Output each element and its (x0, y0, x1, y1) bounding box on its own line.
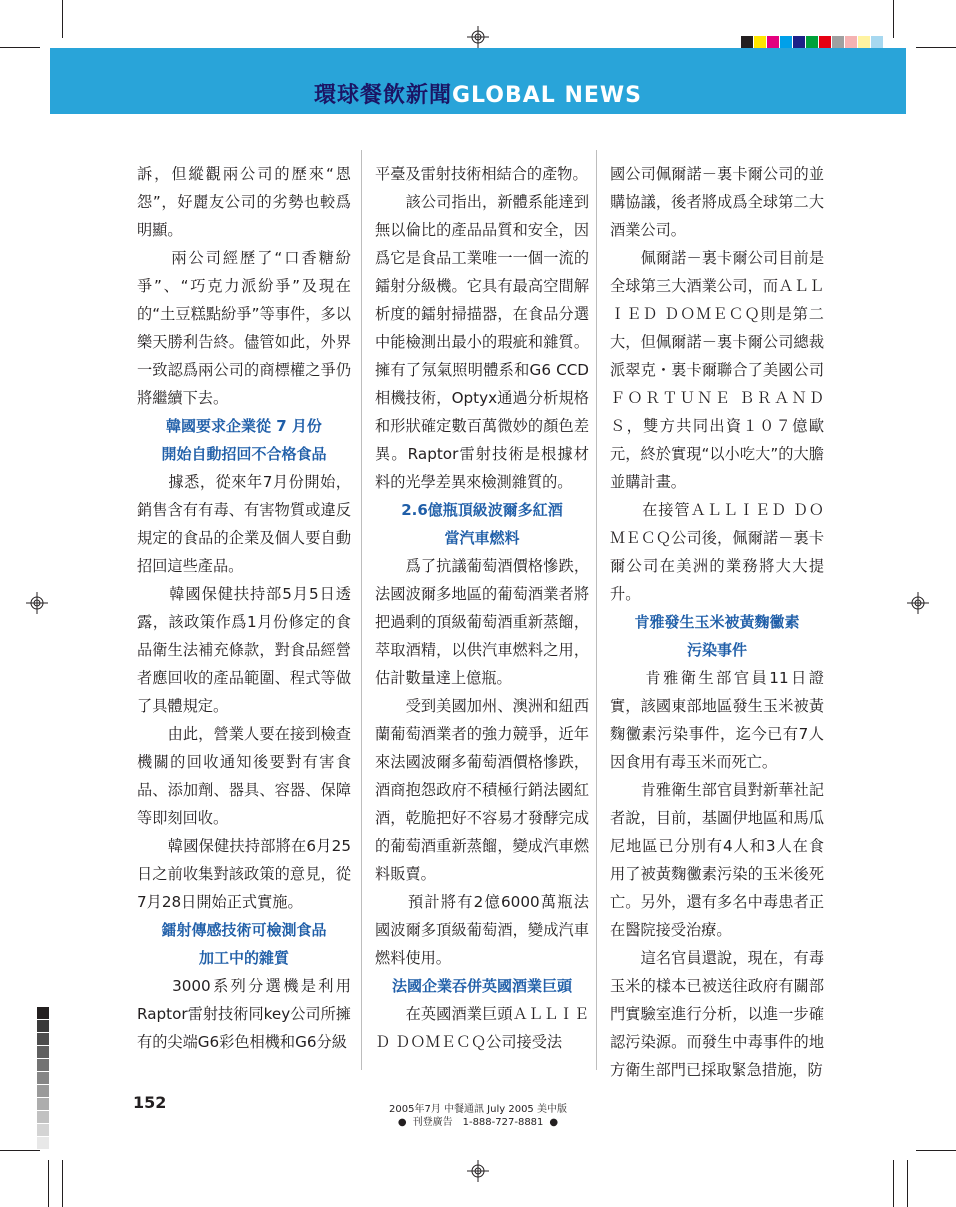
crop-mark (62, 0, 63, 38)
article-paragraph: 韓國保健扶持部將在6月25日之前收集對該政策的意見，從7月28日開始正式實施。 (137, 837, 351, 911)
article-paragraph: 受到美國加州、澳洲和紐西蘭葡萄酒業者的強力競爭，近年來法國波爾多葡萄酒價格慘跌，酒商抱怨政府不積極行銷法國紅酒，乾脆把好不容易才發酵完成的葡萄酒重新蒸餾，變成汽車燃料販賣。 (375, 697, 589, 883)
article-headline: 2.6億瓶頂級波爾多紅酒 (401, 501, 563, 519)
footer-ad-text: 刊登廣告 1-888-727-8881 (412, 1117, 544, 1128)
gray-swatch (37, 1007, 49, 1019)
page-title-chinese: 環球餐飲新聞 (313, 83, 452, 108)
color-swatch (754, 36, 766, 48)
crop-mark (0, 1150, 40, 1151)
article-paragraph: 平臺及雷射技術相結合的產物。 (375, 165, 588, 183)
color-swatch (871, 36, 883, 48)
footer (0, 1103, 956, 1129)
crop-mark (916, 47, 956, 48)
registration-mark-icon (467, 1160, 489, 1182)
page-title (0, 82, 956, 110)
article-headline: 開始自動招回不合格食品 (161, 445, 327, 463)
article-paragraph: 這名官員還說，現在，有毒玉米的樣本已被送往政府有關部門實驗室進行分析，以進一步確認污染源。而發生中毒事件的地方衛生部門已採取緊急措施，防 (610, 949, 824, 1079)
color-swatch (793, 36, 805, 48)
article-paragraph: 肯雅衛生部官員11日證實，該國東部地區發生玉米被黃麴黴素污染事件，迄今已有7人因食用有毒玉米而死亡。 (610, 669, 824, 771)
gray-swatch (37, 1085, 49, 1097)
gray-swatch (37, 1059, 49, 1071)
color-swatch (858, 36, 870, 48)
crop-mark (893, 0, 894, 38)
article-column (610, 160, 824, 1084)
article-paragraph: 韓國保健扶持部5月5日透露，該政策作爲1月份修定的食品衛生法補充條款，對食品經營者應回收的產品範圍、程式等做了具體規定。 (137, 585, 351, 715)
article-paragraph: 據悉，從來年7月份開始，銷售含有有毒、有害物質或違反規定的食品的企業及個人要自動招回這些產品。 (137, 473, 351, 575)
page-number: 152 (133, 1093, 167, 1112)
article-column (375, 160, 589, 1056)
column-divider (361, 150, 362, 1070)
article-paragraph: 國公司佩爾諾－裏卡爾公司的並購協議，後者將成爲全球第二大酒業公司。 (610, 165, 824, 239)
article-paragraph: 由此，營業人要在接到檢查機關的回收通知後要對有害食品、添加劑、器具、容器、保障等即刻回收。 (137, 725, 351, 827)
crop-mark (907, 1160, 908, 1207)
registration-mark-icon (467, 26, 489, 48)
color-swatch (832, 36, 844, 48)
crop-mark (0, 47, 40, 48)
gray-swatch (37, 1046, 49, 1058)
color-swatch (819, 36, 831, 48)
article-headline: 法國企業吞併英國酒業巨頭 (391, 977, 572, 995)
column-divider (596, 150, 597, 1070)
article-headline: 污染事件 (686, 641, 747, 659)
article-headline: 肯雅發生玉米被黃麴黴素 (634, 613, 800, 631)
article-headline: 韓國要求企業從 7 月份 (166, 417, 322, 435)
article-paragraph: 在接管ＡＬＬＩＥＤ ＤＯＭＥＣＱ公司後，佩爾諾－裏卡爾公司在美洲的業務將大大提升。 (610, 501, 824, 603)
article-paragraph: 爲了抗議葡萄酒價格慘跌，法國波爾多地區的葡萄酒業者將把過剩的頂級葡萄酒重新蒸餾，萃取酒精，以供汽車燃料之用，估計數量達上億瓶。 (375, 557, 589, 687)
article-paragraph: 兩公司經歷了“口香糖紛爭”、“巧克力派紛爭”及現在的“土豆糕點紛爭”等事件，多以樂天勝利告終。儘管如此，外界一致認爲兩公司的商標權之爭仍將繼續下去。 (137, 249, 351, 407)
color-swatch (845, 36, 857, 48)
article-paragraph: 訴，但縱觀兩公司的歷來“恩怨”，好麗友公司的劣勢也較爲明顯。 (137, 165, 351, 239)
bullet-icon: ● (549, 1117, 559, 1128)
color-bar (741, 36, 884, 48)
color-swatch (806, 36, 818, 48)
crop-mark (48, 1160, 49, 1207)
gray-swatch (37, 1033, 49, 1045)
bullet-icon: ● (397, 1117, 407, 1128)
color-swatch (767, 36, 779, 48)
article-headline: 當汽車燃料 (444, 529, 520, 547)
article-paragraph: 肯雅衛生部官員對新華社記者說，目前，基圖伊地區和馬瓜尼地區已分別有4人和3人在食用了被黃麴黴素污染的玉米後死亡。另外，還有多名中毒患者正在醫院接受治療。 (610, 781, 824, 939)
crop-mark (62, 1160, 63, 1207)
page-title-english: GLOBAL NEWS (451, 83, 643, 108)
crop-mark (916, 1150, 956, 1151)
gray-swatch (37, 1072, 49, 1084)
article-paragraph: 預計將有2億6000萬瓶法國波爾多頂級葡萄酒，變成汽車燃料使用。 (375, 893, 589, 967)
color-swatch (741, 36, 753, 48)
article-paragraph: 該公司指出，新體系能達到無以倫比的產品品質和安全，因爲它是食品工業唯一一個一流的鐳射分級機。它具有最高空間解析度的鐳射掃描器，在食品分選中能檢測出最小的瑕疵和雜質。擁有了氖氣照明體系和G6 CCD相機技術，Optyx通過分析規格和形狀確定數百萬微妙的顏色差異。Raptor雷射技術是根據材料的光學差異來檢測雜質的。 (375, 193, 589, 491)
article-headline: 加工中的雜質 (198, 949, 289, 967)
color-swatch (780, 36, 792, 48)
gray-swatch (37, 1137, 49, 1149)
registration-mark-icon (907, 592, 929, 614)
article-paragraph: 在英國酒業巨頭ＡＬＬＩＥＤ ＤＯＭＥＣＱ公司接受法 (375, 1005, 589, 1051)
article-paragraph: 佩爾諾－裏卡爾公司目前是全球第三大酒業公司，而ＡＬＬＩＥＤ ＤＯＭＥＣＱ則是第二大，但佩爾諾－裏卡爾公司總裁派翠克・裏卡爾聯合了美國公司ＦＯＲＴＵＮＥ ＢＲＡＮＤＳ，雙方共同出資１０７億歐元，終於實現“以小吃大”的大膽並購計畫。 (610, 249, 824, 491)
article-headline: 鐳射傳感技術可檢測食品 (161, 921, 327, 939)
article-paragraph: 3000系列分選機是利用Raptor雷射技術同key公司所擁有的尖端G6彩色相機和G6分級 (137, 977, 351, 1051)
registration-mark-icon (26, 592, 48, 614)
crop-mark (893, 1160, 894, 1207)
article-column (137, 160, 351, 1056)
footer-publication-line: 2005年7月 中餐通訊 July 2005 美中版 (389, 1104, 567, 1115)
footer-ad-line (0, 1116, 956, 1129)
gray-swatch (37, 1020, 49, 1032)
